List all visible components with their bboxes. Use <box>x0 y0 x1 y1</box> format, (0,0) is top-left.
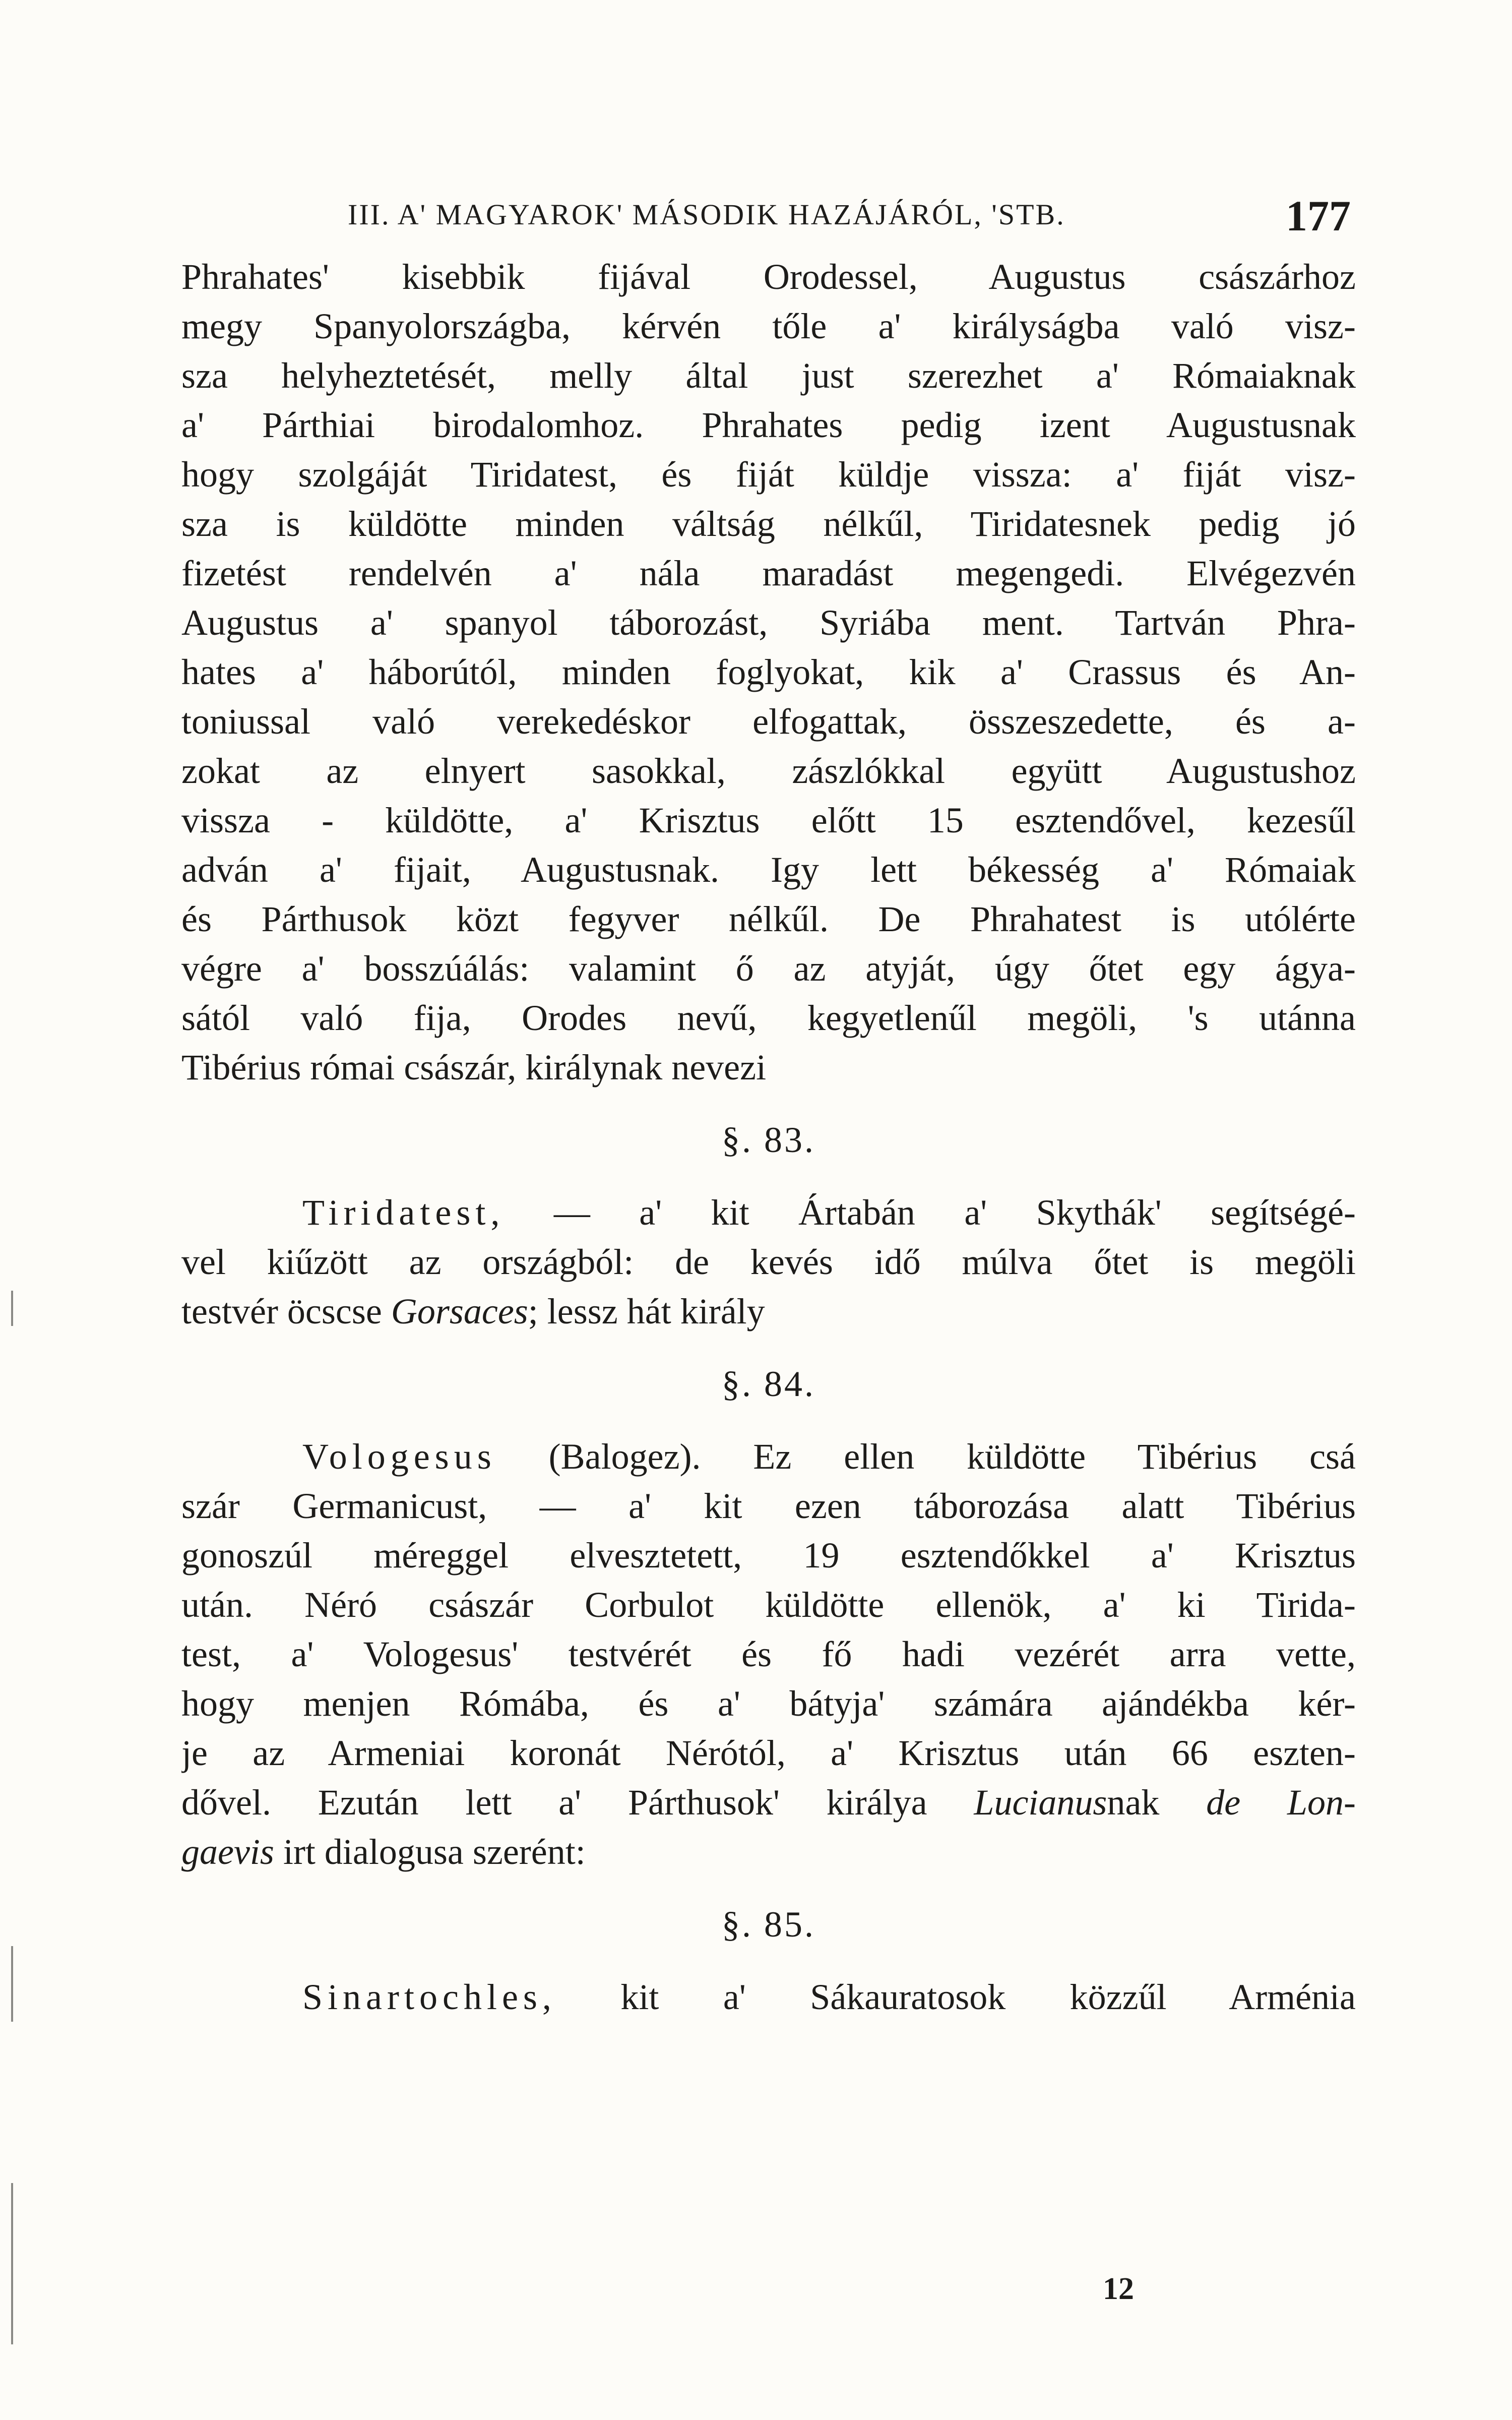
text-run: irt dialogusa szerént: <box>283 1832 586 1872</box>
text-run: — a' kit Ártabán a' Skythák' segítségé- <box>553 1192 1356 1233</box>
paragraph-1 <box>181 252 1356 1092</box>
paragraph-84 <box>181 1432 1356 1877</box>
text-run: dővel. Ezután lett a' Párthusok' királya <box>181 1782 927 1823</box>
text-run: ; lessz hát király <box>528 1291 765 1332</box>
text-line: adván a' fijait, Augustusnak. Igy lett békesség a' Rómaiak <box>181 850 1356 890</box>
italic-name: Lucianus <box>974 1782 1107 1823</box>
margin-mark <box>11 1946 13 2022</box>
page-number: 177 <box>1286 192 1351 240</box>
paragraph-85 <box>181 1972 1356 2022</box>
text-line: sza is küldötte minden váltság nélkűl, Tiridatesnek pedig jó <box>181 504 1356 544</box>
person-name: Sinartochles, <box>302 1977 556 2017</box>
text-line: a' Párthiai birodalomhoz. Phrahates pedig izent Augustusnak <box>181 405 1356 445</box>
italic-title: de Lon- <box>1206 1782 1356 1823</box>
margin-mark <box>11 2183 13 2344</box>
text-line: és Párthusok közt fegyver nélkűl. De Phrahatest is utólérte <box>181 899 1356 939</box>
text-line <box>181 1188 1356 1237</box>
text-run: (Balogez). Ez ellen küldötte Tibérius csá <box>548 1436 1356 1477</box>
section-heading-83: §. 83. <box>722 1120 815 1160</box>
text-line: Phrahates' kisebbik fijával Orodessel, Augustus császárhoz <box>181 257 1356 297</box>
page-header <box>348 192 1351 243</box>
text-line: Augustus a' spanyol táborozást, Syriába ment. Tartván Phra- <box>181 602 1356 643</box>
text-line <box>181 1287 1356 1336</box>
text-line: végre a' bosszúálás: valamint ő az atyját, úgy őtet egy ágya- <box>181 948 1356 989</box>
italic-name: Gorsaces <box>391 1291 528 1332</box>
person-name: Tiridatest, <box>302 1192 505 1233</box>
section-heading-84: §. 84. <box>722 1364 815 1404</box>
text-run: testvér öcscse <box>181 1291 382 1332</box>
italic-title: gaevis <box>181 1832 274 1872</box>
text-run: kit a' Sákauratosok közzűl Arménia <box>620 1977 1356 2017</box>
text-line: je az Armeniai koronát Nérótól, a' Krisztus után 66 eszten- <box>181 1733 1356 1773</box>
text-line: vel kiűzött az országból: de kevés idő múlva őtet is megöli <box>181 1242 1356 1282</box>
text-line: toniussal való verekedéskor elfogattak, összeszedette, és a- <box>181 701 1356 742</box>
text-line: test, a' Vologesus' testvérét és fő hadi vezérét arra vette, <box>181 1634 1356 1674</box>
text-line: hogy menjen Rómába, és a' bátyja' számára ajándékba kér- <box>181 1683 1356 1724</box>
margin-mark <box>11 1291 13 1326</box>
text-line: gonoszúl méreggel elvesztetett, 19 esztendőkkel a' Krisztus <box>181 1535 1356 1576</box>
text-line: sától való fija, Orodes nevű, kegyetlenűl megöli, 's utánna <box>181 998 1356 1038</box>
text-line: fizetést rendelvén a' nála maradást megengedi. Elvégezvén <box>181 553 1356 593</box>
text-line <box>181 1827 1356 1877</box>
text-line: sza helyheztetését, melly által just szerezhet a' Rómaiaknak <box>181 355 1356 396</box>
signature-mark: 12 <box>1103 2272 1134 2306</box>
text-line <box>181 1432 1356 1481</box>
running-title: III. A' MAGYAROK' MÁSODIK HAZÁJÁRÓL, 'STB. <box>348 198 1065 231</box>
page-body <box>181 252 1356 2022</box>
text-line: megy Spanyolországba, kérvén tőle a' királyságba való visz- <box>181 306 1356 346</box>
paragraph-83 <box>181 1188 1356 1336</box>
text-run: nak <box>1107 1782 1160 1823</box>
text-line: hates a' háborútól, minden foglyokat, kik a' Crassus és An- <box>181 652 1356 692</box>
text-line: vissza - küldötte, a' Krisztus előtt 15 esztendővel, kezesűl <box>181 800 1356 840</box>
text-line <box>181 1972 1356 2022</box>
text-line: Tibérius római császár, királynak nevezi <box>181 1047 767 1087</box>
person-name: Vologesus <box>302 1436 496 1477</box>
text-line: zokat az elnyert sasokkal, zászlókkal együtt Augustushoz <box>181 751 1356 791</box>
section-heading-85: §. 85. <box>722 1904 815 1945</box>
text-line: szár Germanicust, — a' kit ezen táborozása alatt Tibérius <box>181 1486 1356 1526</box>
text-line <box>181 1778 1356 1827</box>
text-line: után. Néró császár Corbulot küldötte ellenök, a' ki Tirida- <box>181 1585 1356 1625</box>
text-line: hogy szolgáját Tiridatest, és fiját küldje vissza: a' fiját visz- <box>181 454 1356 495</box>
